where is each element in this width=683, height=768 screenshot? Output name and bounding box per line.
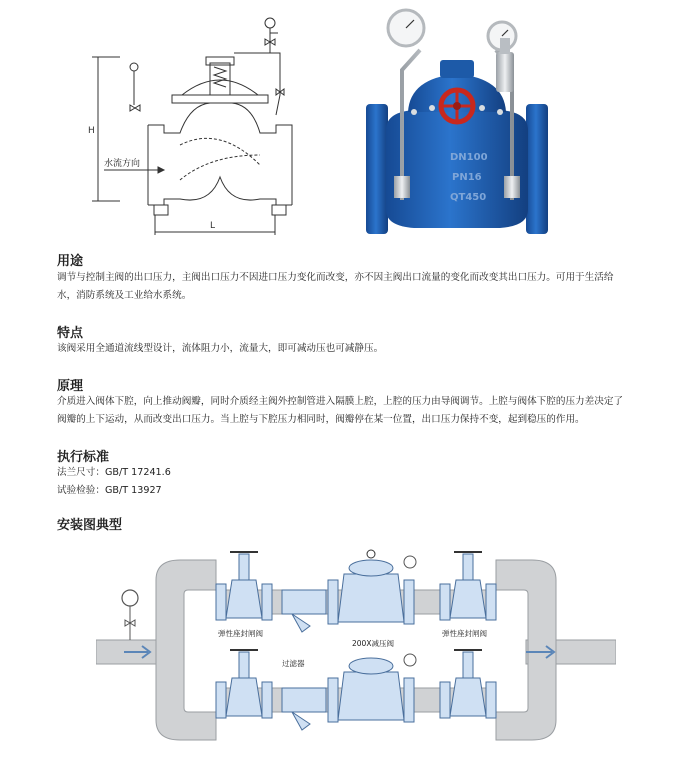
inlet-gauge-icon: [122, 590, 138, 606]
features-heading: 特点: [57, 326, 84, 341]
valve-product-photo: [362, 0, 552, 240]
valve-section-drawing: [60, 5, 320, 237]
gate-valve-bottom-right: [450, 678, 486, 716]
features-text: 该阀采用全通道流线型设计，流体阻力小，流量大，即可减动压也可减静压。: [57, 343, 384, 354]
dim-l-label: L: [210, 221, 216, 231]
standards-heading: 执行标准: [57, 450, 110, 465]
body-mark-material: QT450: [450, 192, 487, 203]
gate-valve-label-left: 弹性座封闸阀: [218, 629, 263, 638]
gate-valve-bottom-left: [226, 678, 262, 716]
left-bypass-pipe: [156, 560, 216, 740]
prv-bottom: [338, 672, 404, 720]
strainer-bottom: [282, 688, 326, 712]
prv-gauge-top-icon: [404, 556, 416, 568]
standard-flange: 法兰尺寸：GB/T 17241.6: [57, 467, 171, 478]
prv-top: [338, 574, 404, 622]
valve-body-outline: [148, 103, 292, 205]
principle-text: 介质进入阀体下腔，向上推动阀瓣，同时介质经主阀外控制管进入隔膜上腔，上腔的压力由导阀调节。上腔与阀体下腔的压力差决定了阀瓣的上下运动，从而改变出口压力。当上腔与下腔压力相同时，阀瓣停在某一位置，出口压力保持不变，起到稳压的作用。: [57, 396, 624, 425]
installation-diagram: [96, 540, 616, 768]
gate-valve-label-right: 弹性座封闸阀: [442, 629, 487, 638]
strainer-top: [282, 590, 326, 614]
pilot-valve: [496, 52, 514, 92]
usage-text: 调节与控制主阀的出口压力，主阀出口压力不因进口压力变化而改变，亦不因主阀出口流量的变化而改变其出口压力。可用于生活给水，消防系统及工业给水系统。: [57, 272, 614, 301]
body-mark-pn: PN16: [452, 172, 482, 183]
usage-heading: 用途: [57, 254, 84, 269]
principle-heading: 原理: [57, 379, 84, 394]
filter-label: 过滤器: [282, 659, 305, 668]
left-flange: [366, 104, 388, 234]
dim-h-label: H: [88, 126, 95, 136]
gate-valve-top-right: [450, 580, 486, 618]
body-mark-dn: DN100: [450, 152, 488, 163]
valve-body: [386, 110, 528, 228]
standard-test: 试验检验：GB/T 13927: [57, 485, 162, 496]
install-heading: 安装图典型: [57, 518, 123, 533]
prv-label: 200X减压阀: [352, 639, 394, 648]
flow-direction-label: 水流方向: [104, 159, 141, 169]
prv-gauge-bottom-icon: [404, 654, 416, 666]
gate-valve-top-left: [226, 580, 262, 618]
gauge-icon: [265, 18, 275, 28]
right-flange: [526, 104, 548, 234]
